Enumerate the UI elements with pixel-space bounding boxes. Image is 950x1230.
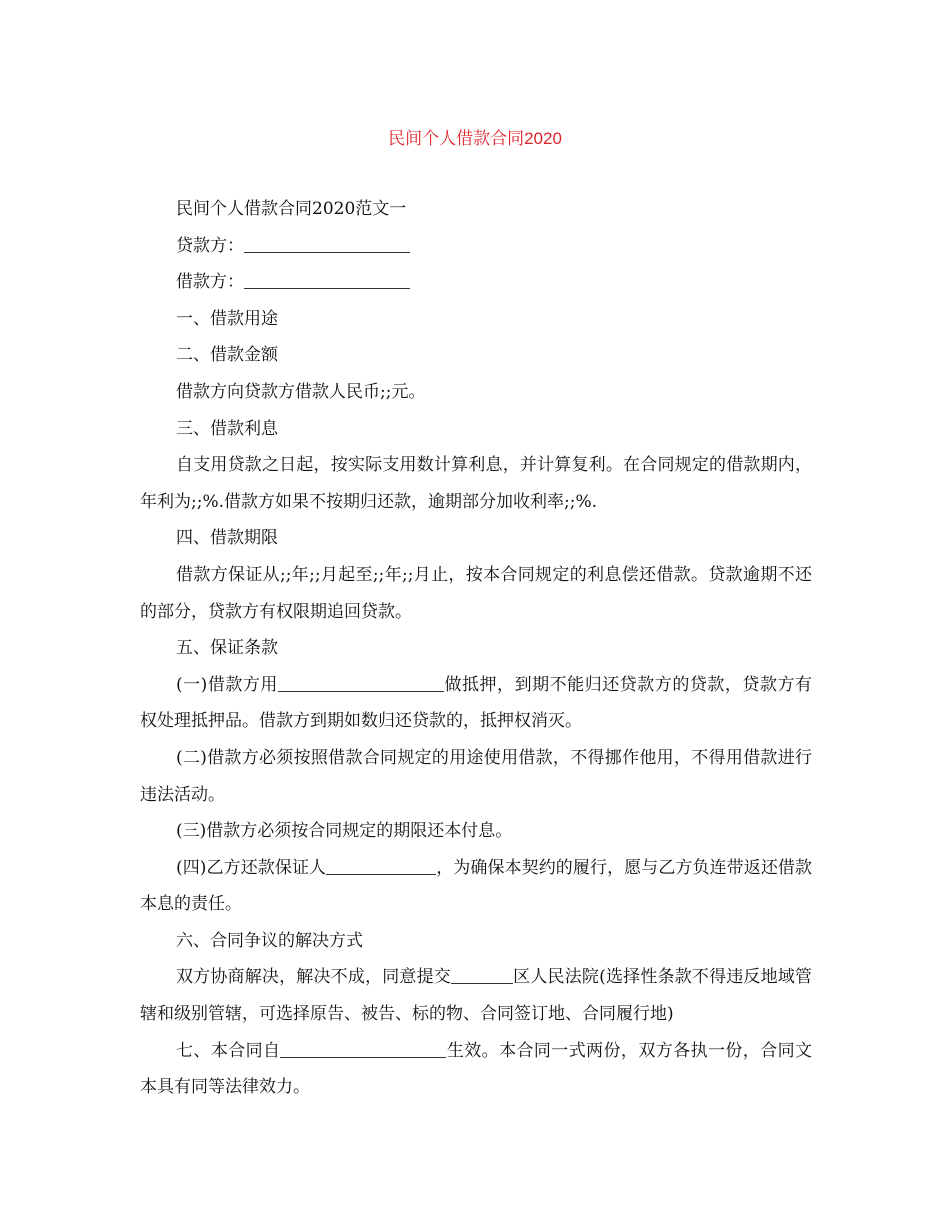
section-4-heading: 四、借款期限 [176, 528, 278, 549]
section-6-start: 双方协商解决，解决不成，同意提交 [176, 967, 451, 988]
section-5-clause-4 [140, 850, 812, 923]
section-3-heading: 三、借款利息 [176, 418, 278, 439]
borrower-label: 借款方： [176, 272, 244, 293]
section-3-text: 自支用贷款之日起，按实际支用数计算利息，并计算复利。在合同规定的借款期内，年利为;;%.借款方如果不按期归还款，逾期部分加收利率;;%. [140, 455, 812, 512]
section-7-start: 七、本合同自 [176, 1040, 281, 1061]
section-2-text: 借款方向贷款方借款人民币;;元。 [176, 381, 426, 402]
section-6-text [140, 959, 812, 1032]
section-6-end: 区人民法院(选择性条款不得违反地域管辖和级别管辖，可选择原告、被告、标的物、合同签订地、合同履行地) [140, 967, 812, 1025]
borrower-line [140, 264, 812, 301]
guarantor-blank [326, 857, 436, 875]
section-5-clause-3: (三)借款方必须按合同规定的期限还本付息。 [176, 821, 513, 842]
section-7-text [140, 1033, 812, 1106]
borrower-blank [244, 271, 410, 289]
clause-1-start: (一)借款方用 [176, 674, 278, 695]
clause-4-end: ，为确保本契约的履行，愿与乙方负连带返还借款本息的责任。 [140, 857, 813, 915]
section-2-heading: 二、借款金额 [176, 345, 278, 366]
document-body [140, 191, 812, 1106]
section-5-clause-2: (二)借款方必须按照借款合同规定的用途使用借款，不得挪作他用，不得用借款进行违法活动。 [140, 747, 812, 805]
clause-1-end: 做抵押，到期不能归还贷款方的贷款，贷款方有权处理抵押品。借款方到期如数归还贷款的，抵押权消灭。 [140, 674, 813, 732]
lender-line [140, 228, 812, 265]
document-title: 民间个人借款合同2020 [388, 129, 562, 148]
lender-label: 贷款方： [176, 235, 244, 256]
effective-date-blank [280, 1040, 446, 1058]
section-4-text: 借款方保证从;;年;;月起至;;年;;月止，按本合同规定的利息偿还借款。贷款逾期不还的部分，贷款方有权限期追回贷款。 [140, 564, 812, 622]
intro-line: 民间个人借款合同2020范文一 [176, 199, 407, 219]
lender-blank [244, 235, 410, 253]
section-1-heading: 一、借款用途 [176, 308, 278, 329]
section-7-end: 生效。本合同一式两份，双方各执一份，合同文本具有同等法律效力。 [140, 1040, 813, 1098]
court-blank [451, 966, 513, 984]
section-5-heading: 五、保证条款 [176, 638, 278, 659]
clause-4-start: (四)乙方还款保证人 [176, 857, 327, 878]
section-6-heading: 六、合同争议的解决方式 [176, 930, 363, 951]
collateral-blank [278, 674, 444, 692]
section-5-clause-1 [140, 667, 812, 740]
